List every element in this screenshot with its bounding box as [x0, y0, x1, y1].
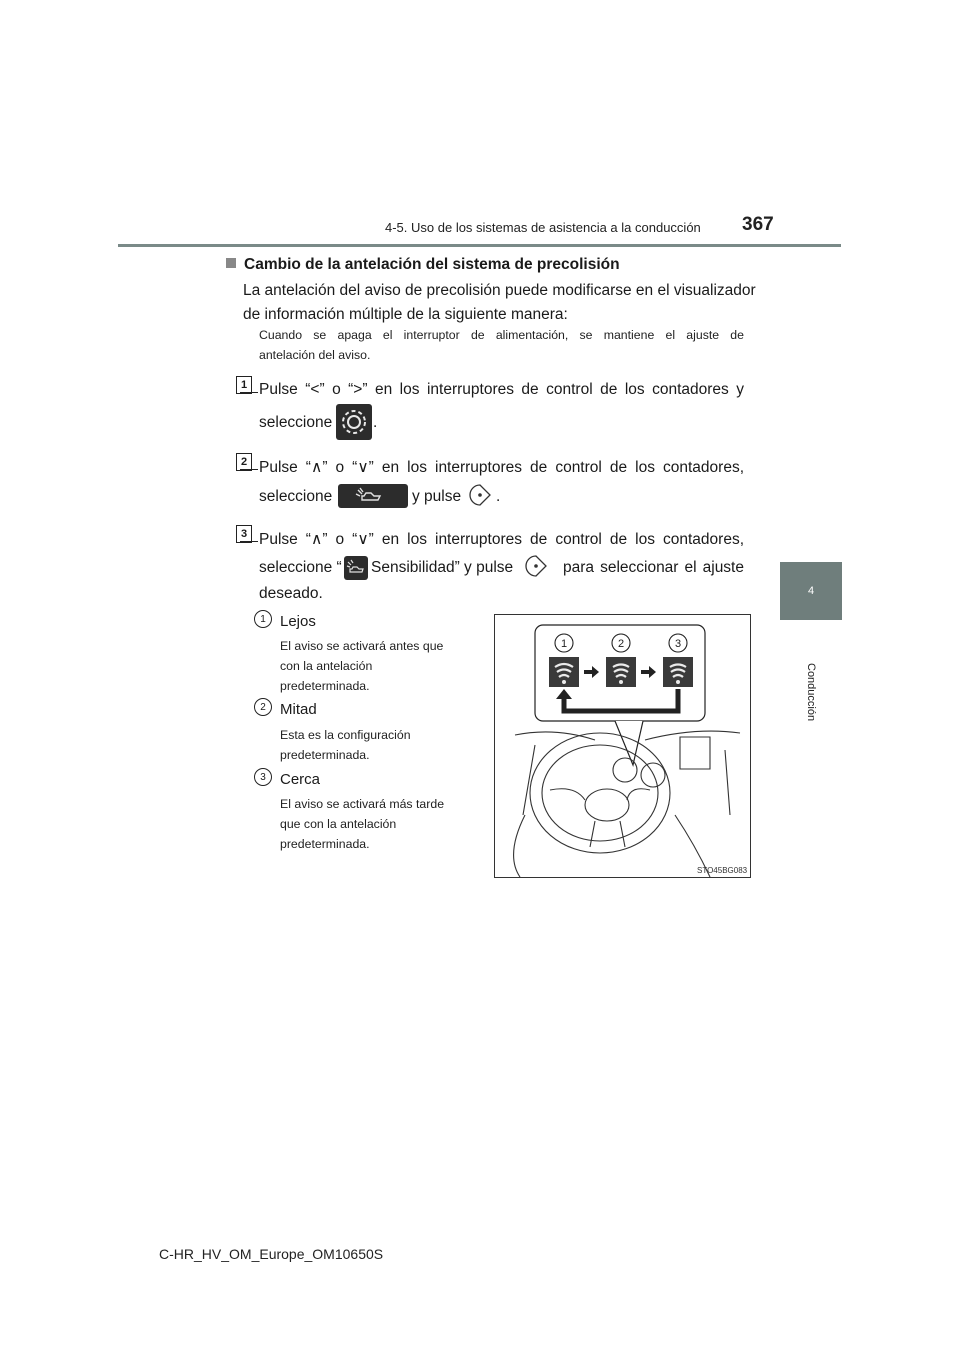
step-3-line-2-mid: Sensibilidad” y pulse: [371, 559, 514, 576]
option-3-desc-line-1: El aviso se activará más tarde: [280, 797, 445, 811]
option-label-2: Mitad: [280, 701, 317, 718]
step-2-line-2-middle: y pulse: [412, 488, 462, 505]
chapter-tab: [780, 562, 842, 620]
step-3-line-2-suffix: para seleccionar el ajuste: [563, 559, 744, 576]
step-1-line-2: [259, 414, 332, 432]
step-1-line-1: Pulse “<” o “>” en los interruptores de control de los contadores y: [259, 381, 744, 398]
precollision-menu-icon: [338, 484, 408, 508]
header-rule: [118, 244, 841, 247]
intro-line-1: La antelación del aviso de precolisión puede modificarse en el visualizador: [243, 282, 756, 299]
option-label-3: Cerca: [280, 771, 321, 788]
step-3-line-3: deseado.: [259, 585, 323, 602]
ok-button-icon-2: [522, 552, 550, 580]
option-2-desc-line-2: predeterminada.: [280, 748, 370, 762]
section-heading-text: Cambio de la antelación del sistema de precolisión: [244, 256, 620, 273]
option-3-desc-line-3: predeterminada.: [280, 837, 370, 851]
step-1-rule: [240, 392, 258, 393]
option-1-desc-line-2: con la antelación: [280, 659, 373, 673]
step-3-line-1: Pulse “∧” o “∨” en los interruptores de control de los contadores,: [259, 531, 744, 548]
option-2-desc-line-1: Esta es la configuración: [280, 728, 411, 742]
dashboard-illustration: [494, 614, 751, 878]
step-3-rule: [240, 541, 258, 542]
dashboard-illustration-svg: [495, 615, 750, 877]
option-1-desc-line-1: El aviso se activará antes que: [280, 639, 444, 653]
option-label-1: Lejos: [280, 613, 316, 630]
page-number: 367: [742, 214, 774, 235]
figure-label-3: 3: [674, 638, 682, 650]
step-1-line-2-suffix: .: [373, 414, 378, 431]
step-3-line-2-prefix: seleccione “: [259, 559, 342, 576]
intro-line-2: de información múltiple de la siguiente manera:: [243, 306, 568, 323]
chapter-tab-label: Conducción: [805, 663, 817, 722]
figure-label-2: 2: [617, 638, 625, 650]
figure-label-1: 1: [560, 638, 568, 650]
note-line-1: Cuando se apaga el interruptor de alimentación, se mantiene el ajuste de: [259, 328, 744, 342]
footer-doc-id: C-HR_HV_OM_Europe_OM10650S: [159, 1246, 384, 1262]
chapter-tab-label-wrap: [804, 665, 818, 725]
step-2-rule: [240, 469, 258, 470]
option-number-1: 1: [254, 610, 272, 628]
figure-code: STO45BG083: [697, 866, 748, 875]
step-number-3: 3: [236, 525, 252, 543]
option-number-2: 2: [254, 698, 272, 716]
settings-gear-icon: [336, 404, 372, 440]
option-number-3: 3: [254, 768, 272, 786]
step-2-line-2-suffix: .: [496, 488, 501, 505]
sensitivity-level-icons: [549, 657, 693, 687]
option-3-desc-line-2: que con la antelación: [280, 817, 397, 831]
note-line-2: antelación del aviso.: [259, 348, 371, 362]
sensitivity-icon: [344, 556, 368, 580]
step-2-line-1: Pulse “∧” o “∨” en los interruptores de control de los contadores,: [259, 459, 744, 476]
square-bullet-icon: [226, 258, 236, 268]
step-number-1: 1: [236, 376, 252, 394]
step-number-2: 2: [236, 453, 252, 471]
chapter-tab-number: 4: [807, 585, 815, 597]
option-1-desc-line-3: predeterminada.: [280, 679, 370, 693]
step-1-line-2-prefix: seleccione: [259, 414, 333, 431]
section-heading: [226, 256, 620, 274]
header-section-title: 4-5. Uso de los sistemas de asistencia a la conducción: [385, 220, 701, 235]
ok-button-icon: [466, 481, 494, 509]
step-2-line-2-prefix: seleccione: [259, 488, 333, 505]
